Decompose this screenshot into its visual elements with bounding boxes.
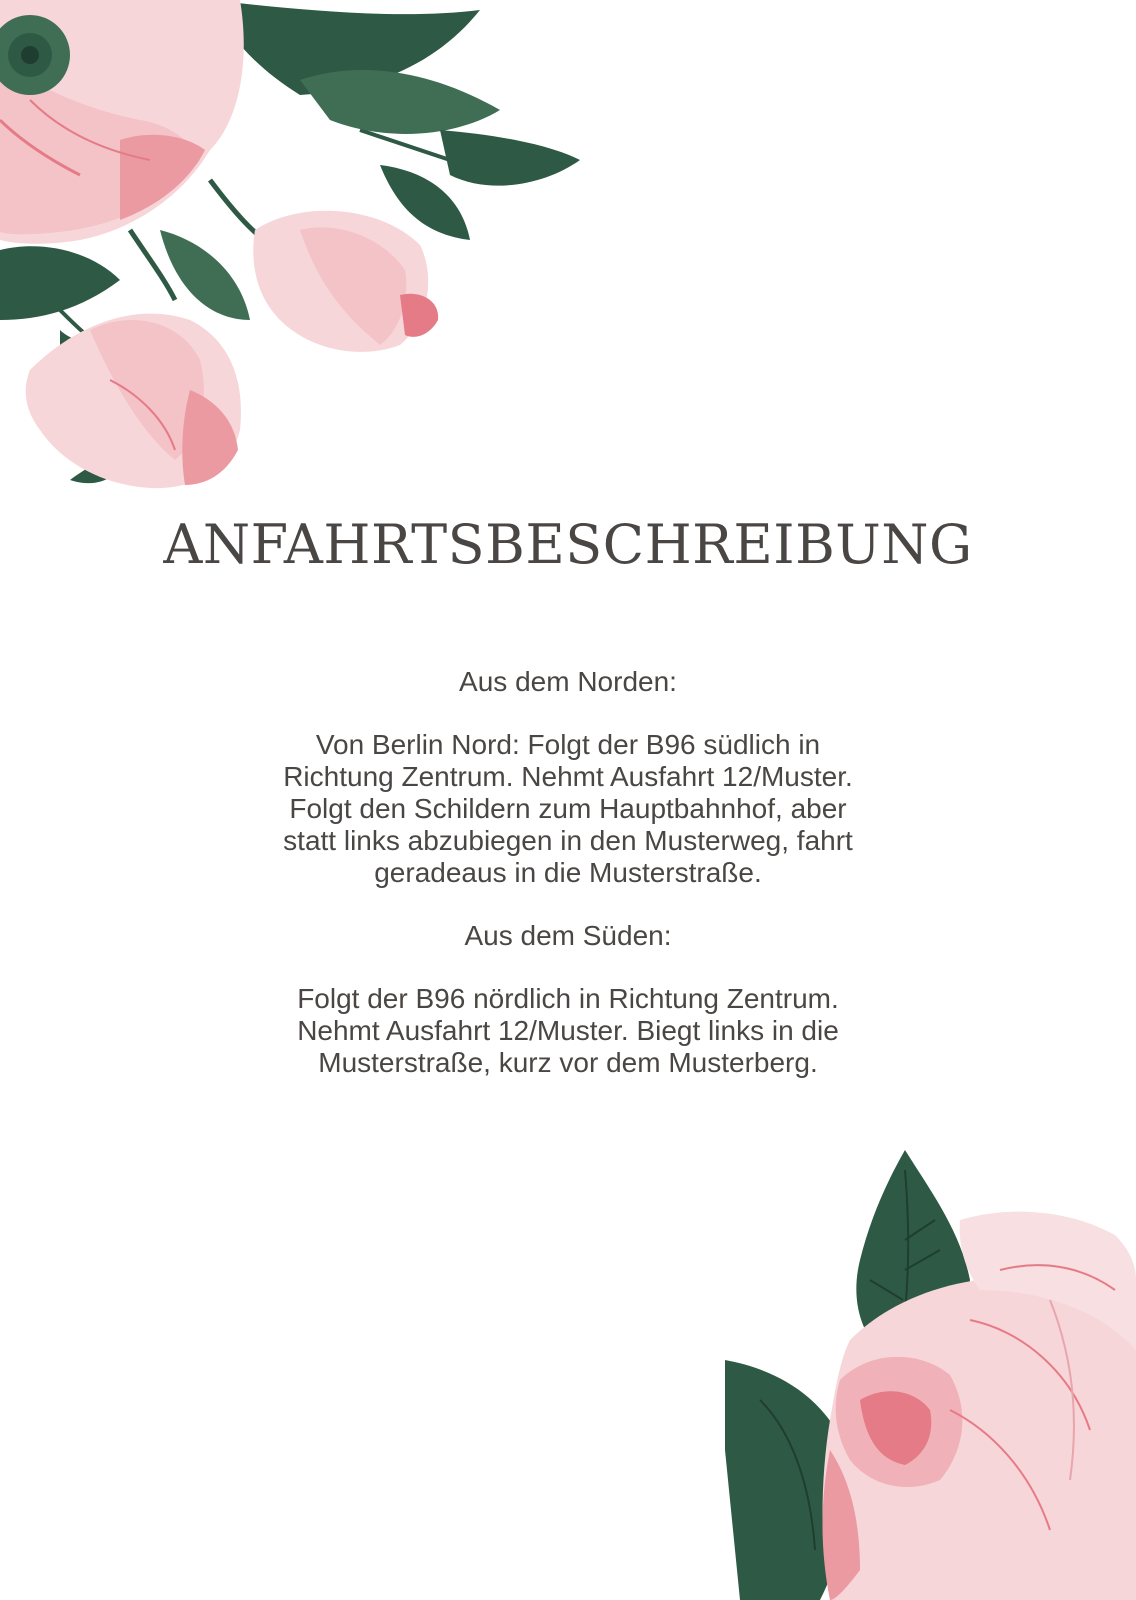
page-title: ANFAHRTSBESCHREIBUNG [163, 513, 973, 576]
south-line: Musterstraße, kurz vor dem Musterberg. [318, 1047, 818, 1078]
spacer [218, 698, 918, 729]
north-line: geradeaus in die Musterstraße. [374, 857, 762, 888]
south-line: Folgt der B96 nördlich in Richtung Zentrum. [297, 983, 839, 1014]
north-line: Richtung Zentrum. Nehmt Ausfahrt 12/Muster. [283, 761, 853, 792]
south-line: Nehmt Ausfahrt 12/Muster. Biegt links in die [297, 1015, 839, 1046]
spacer [218, 889, 918, 920]
north-line: statt links abzubiegen in den Musterweg, fahrt [283, 825, 853, 856]
south-heading: Aus dem Süden: [464, 920, 672, 951]
spacer [218, 952, 918, 983]
north-line: Folgt den Schildern zum Hauptbahnhof, aber [289, 793, 847, 824]
floral-top-left-illustration [0, 0, 600, 510]
floral-bottom-right-illustration [720, 1150, 1136, 1600]
north-heading: Aus dem Norden: [459, 666, 677, 697]
north-line: Von Berlin Nord: Folgt der B96 südlich in [315, 729, 821, 760]
directions-body [218, 666, 918, 1079]
